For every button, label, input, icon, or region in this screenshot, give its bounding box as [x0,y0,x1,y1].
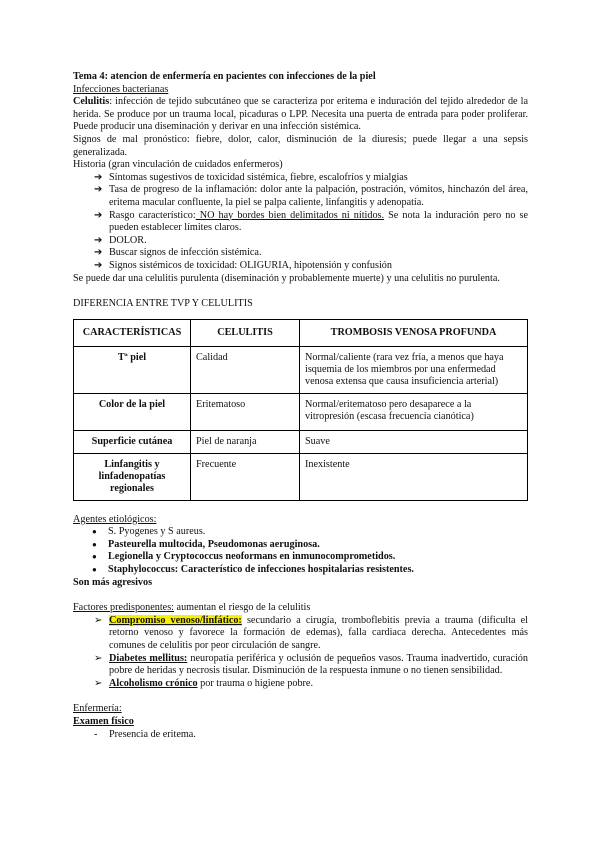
signos-paragraph: Signos de mal pronóstico: fiebre, dolor, calor, disminución de la diuresis; puede llegar a una sepsis generalizada. [73,133,528,158]
arrow-icon: ➔ [94,247,103,259]
arrow-icon: ➔ [94,209,103,221]
factor-label: Alcoholismo crónico [109,677,198,689]
arrow-icon: ➔ [94,171,103,183]
historia-list [73,172,528,273]
list-item: ➢ Compromiso venoso/linfático: secundario a cirugía, tromboflebitis previa a trauma (dificulta el retorno venoso y favorece la formación de edemas), falla cardiaca derecha. Antecedentes más comunes de celulitis por peor circulación de sangre. [94,614,529,652]
table-cell: Linfangitis y linfadenopatías regionales [74,453,191,500]
table-header: CARACTERÍSTICAS [74,319,191,346]
table-row [74,430,528,453]
table-cell: Superficie cutánea [74,430,191,453]
table-cell: Piel de naranja [191,430,300,453]
table-cell: Tª piel [74,346,191,393]
bullet-icon: ● [92,552,97,562]
table-title: DIFERENCIA ENTRE TVP Y CELULITIS [73,298,253,310]
table-cell: Color de la piel [74,393,191,430]
list-item: ➔ Rasgo característico: NO hay bordes bien delimitados ni nítidos. Se nota la induración pero no se pueden establecer límites claros. [94,209,528,234]
list-item: ➔ DOLOR. [94,234,147,246]
list-item: ● Staphylococcus: Característico de infecciones hospitalarias resistentes. [92,564,414,576]
bullet-icon: ● [92,527,97,537]
celulitis-definition: : infección de tejido subcutáneo que se caracteriza por eritema e induración del tejido alrededor de la herida. Se produce por un trauma local, picaduras o LPP. Necesita una puerta de entrada para poder proliferar. Puede producir una diseminación y derivar en una infección sistémica. [73,96,528,133]
list-item: ➢ Alcoholismo crónico por trauma o higiene pobre. [94,677,313,689]
historia-paragraph: Historia (gran vinculación de cuidados enfermeros) [73,159,283,171]
examen-heading: Examen físico [73,716,134,727]
table-cell: Eritematoso [191,393,300,430]
comparison-table [73,319,528,501]
table-header: CELULITIS [191,319,300,346]
document-page [73,71,528,741]
celulitis-label: Celulitis [73,96,110,108]
table-cell: Suave [300,430,528,453]
dash-icon: - [94,728,98,740]
list-item: ➔ Tasa de progreso de la inflamación: dolor ante la palpación, postración, vómitos, hinchazón del área, eritema macular confluente, la piel se palpa caliente, linfangitis y adenopatía. [94,184,528,208]
list-item: ● S. Pyogenes y S aureus. [92,526,206,538]
bullet-icon: ● [92,539,97,549]
arrow-icon: ➔ [94,234,103,246]
celulitis-paragraph [73,96,528,134]
factor-label: Compromiso venoso/linfático: [109,614,242,626]
enfermeria-heading: Enfermería: [73,703,122,715]
list-item: ● Legionella y Cryptococcus neoformans en inmunocomprometidos. [92,551,396,563]
table-header: TROMBOSIS VENOSA PROFUNDA [300,319,528,346]
bordes-underlined: NO hay bordes bien delimitados ni nítidos. [195,209,385,221]
arrowhead-icon: ➢ [94,677,103,689]
factores-paragraph: Factores predisponentes: aumentan el riesgo de la celulitis [73,602,311,614]
examen-list [73,729,528,742]
agentes-heading: Agentes etiológicos: [73,513,157,525]
table-cell: Normal/eritematoso pero desaparece a la vitropresión (escasa frecuencia cianótica) [300,393,528,430]
list-item: - Presencia de eritema. [94,728,196,740]
arrow-icon: ➔ [94,259,103,271]
table-row [74,453,528,500]
list-item: ➢ Diabetes mellitus: neuropatía periférica y oclusión de pequeños vasos. Trauma inadvertido, curación pobre de heridas y necrosis tisular. Disminución de la respuesta inmune o no tienen sensibilidad. [94,652,528,677]
factor-label: Diabetes mellitus: [109,652,188,664]
arrowhead-icon: ➢ [94,614,103,626]
page-title: Tema 4: atencion de enfermería en pacientes con infecciones de la piel [73,71,376,82]
arrowhead-icon: ➢ [94,652,103,664]
table-cell: Normal/caliente (rara vez fría, a menos que haya isquemia de los miembros por una enfermedad venosa extensa que causa insuficiencia arterial) [300,346,528,393]
list-item: ➔ Signos sistémicos de toxicidad: OLIGURIA, hipotensión y confusión [94,259,392,271]
list-item: ➔ Síntomas sugestivos de toxicidad sistémica, fiebre, escalofríos y mialgias [94,171,408,183]
section-heading-infecciones: Infecciones bacterianas [73,83,169,95]
factores-heading: Factores predisponentes: [73,602,174,614]
table-row [74,346,528,393]
table-header-row [74,319,528,346]
agentes-list [73,526,528,576]
factores-list [73,615,528,691]
list-item: ● Pasteurella multocida, Pseudomonas aeruginosa. [92,538,320,550]
table-cell: Frecuente [191,453,300,500]
arrow-icon: ➔ [94,184,103,196]
list-item: ➔ Buscar signos de infección sistémica. [94,247,262,259]
bullet-icon: ● [92,565,97,575]
conclusion-paragraph: Se puede dar una celulitis purulenta (diseminación y probablemente muerte) y una celulitis no purulenta. [73,272,500,284]
table-cell: Calidad [191,346,300,393]
table-cell: Inexistente [300,453,528,500]
agentes-footer: Son más agresivos [73,576,153,588]
table-row [74,393,528,430]
